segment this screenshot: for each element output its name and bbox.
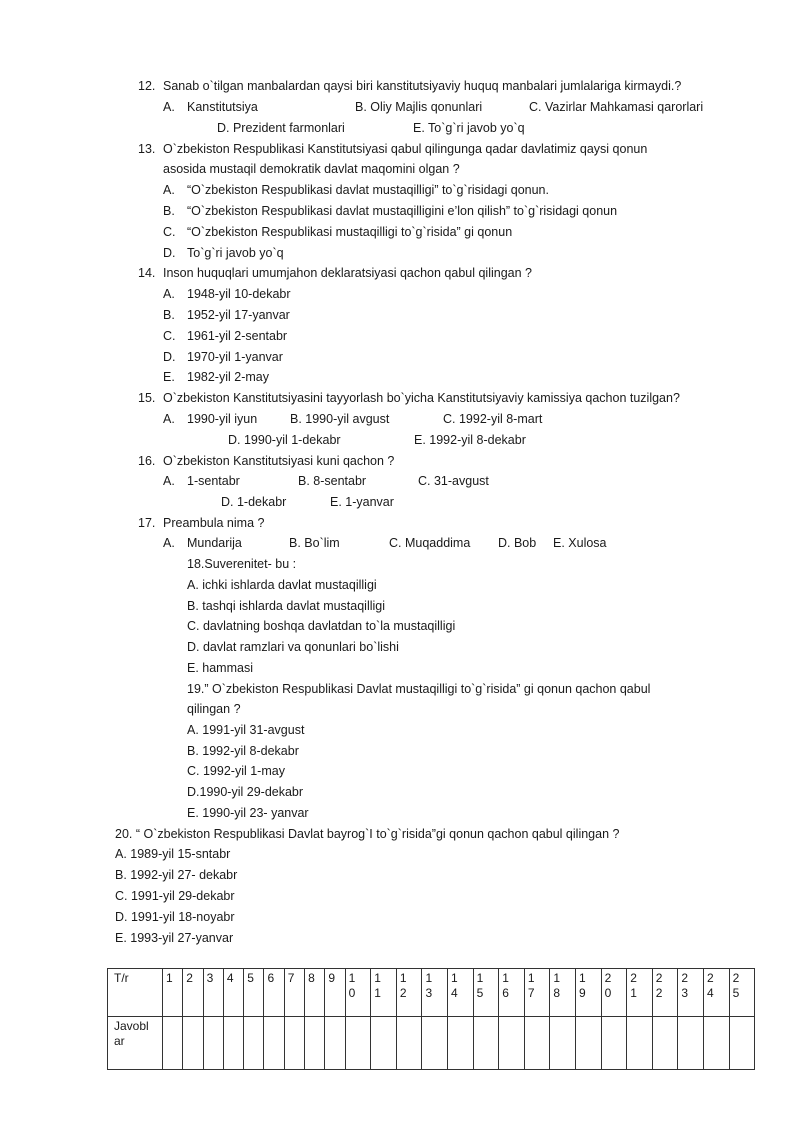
option-text: E. 1992-yil 8-dekabr bbox=[414, 433, 526, 447]
answer-number-cell bbox=[203, 969, 223, 1017]
answer-number-cell bbox=[448, 969, 474, 1017]
option-text: C. 31-avgust bbox=[418, 474, 489, 488]
answer-number-digit: 1 bbox=[425, 971, 433, 985]
answer-input-cell[interactable] bbox=[264, 1017, 284, 1070]
answer-table-header-row bbox=[108, 969, 755, 1017]
answer-input-cell[interactable] bbox=[499, 1017, 525, 1070]
answer-input-cell[interactable] bbox=[345, 1017, 371, 1070]
answer-input-cell[interactable] bbox=[576, 1017, 602, 1070]
answer-number-digit: 1 bbox=[502, 971, 509, 985]
option-letter: B. bbox=[163, 204, 175, 218]
answers-label-line: ar bbox=[114, 1034, 125, 1049]
answer-number-digit: 5 bbox=[476, 986, 484, 1000]
answer-number-cell bbox=[183, 969, 203, 1017]
option-text: 1970-yil 1-yanvar bbox=[187, 350, 283, 364]
option-text: B. 8-sentabr bbox=[298, 474, 367, 488]
option-text: D. davlat ramzlari va qonunlari bo`lishi bbox=[187, 640, 399, 654]
option-text: “O`zbekiston Respublikasi davlat mustaqilligini e’lon qilish” to`g`risidagi qonun bbox=[187, 204, 618, 218]
answer-number-digit: 7 bbox=[287, 971, 295, 985]
answer-number-digit: 0 bbox=[348, 986, 356, 1000]
option-text: B. 1992-yil 8-dekabr bbox=[187, 744, 299, 758]
option-letter: A. bbox=[163, 474, 175, 488]
answer-number-cell bbox=[305, 969, 325, 1017]
option-text: B. 1992-yil 27- dekabr bbox=[115, 868, 238, 882]
answer-number-digit: 1 bbox=[374, 986, 381, 1000]
answer-number-digit: 3 bbox=[206, 971, 214, 985]
answer-number-digit: 9 bbox=[328, 971, 336, 985]
question-text: asosida mustaqil demokratik davlat maqomini olgan ? bbox=[163, 162, 460, 176]
option-text: A. ichki ishlarda davlat mustaqilligi bbox=[187, 578, 377, 592]
answer-number-cell bbox=[601, 969, 627, 1017]
option-letter: A. bbox=[163, 536, 175, 550]
answer-number-digit: 2 bbox=[630, 971, 637, 985]
option-text: D. 1990-yil 1-dekabr bbox=[228, 433, 341, 447]
option-text: E. 1990-yil 23- yanvar bbox=[187, 806, 309, 820]
answers-label-line: Javobl bbox=[114, 1019, 149, 1034]
answer-input-cell[interactable] bbox=[371, 1017, 397, 1070]
question-text: O`zbekiston Kanstitutsiyasi kuni qachon ? bbox=[163, 454, 395, 468]
question-text: 20. “ O`zbekiston Respublikasi Davlat bayrog`I to`g`risida”gi qonun qachon qabul qilingan ? bbox=[115, 827, 620, 841]
answer-number-digit: 1 bbox=[527, 971, 535, 985]
answer-number-digit: 2 bbox=[655, 971, 663, 985]
answer-table-answers-row bbox=[108, 1017, 755, 1070]
answer-number-digit: 2 bbox=[604, 971, 612, 985]
answer-number-digit: 2 bbox=[399, 986, 407, 1000]
option-text: 1952-yil 17-yanvar bbox=[187, 308, 290, 322]
answer-number-digit: 7 bbox=[527, 986, 535, 1000]
option-text: C. 1992-yil 1-may bbox=[187, 764, 285, 778]
answer-number-digit: 5 bbox=[247, 971, 254, 985]
answer-number-digit: 4 bbox=[706, 986, 714, 1000]
option-text: B. Bo`lim bbox=[289, 536, 340, 550]
option-text: 1948-yil 10-dekabr bbox=[187, 287, 291, 301]
answer-input-cell[interactable] bbox=[703, 1017, 729, 1070]
option-letter: A. bbox=[163, 412, 175, 426]
option-letter: E. bbox=[163, 370, 175, 384]
option-text: 1-sentabr bbox=[187, 474, 240, 488]
answer-input-cell[interactable] bbox=[729, 1017, 755, 1070]
option-text: E. 1993-yil 27-yanvar bbox=[115, 931, 234, 945]
answer-number-digit: 3 bbox=[425, 986, 433, 1000]
answer-number-digit: 2 bbox=[732, 971, 740, 985]
option-text: B. Oliy Majlis qonunlari bbox=[355, 100, 483, 114]
option-text: D. 1-dekabr bbox=[221, 495, 287, 509]
answer-table-label-answers bbox=[108, 1017, 163, 1070]
option-letter: D. bbox=[163, 350, 176, 364]
option-letter: C. bbox=[163, 225, 176, 239]
question-text: O`zbekiston Respublikasi Kanstitutsiyasi qabul qilingunga qadar davlatimiz qaysi qonun bbox=[163, 142, 648, 156]
option-letter: B. bbox=[163, 308, 175, 322]
option-text: E. hammasi bbox=[187, 661, 253, 675]
answer-number-cell bbox=[163, 969, 183, 1017]
question-number: 13. bbox=[138, 142, 156, 156]
answer-number-digit: 4 bbox=[451, 986, 458, 1000]
answer-input-cell[interactable] bbox=[473, 1017, 499, 1070]
answer-number-digit: 8 bbox=[553, 986, 561, 1000]
answer-number-cell bbox=[473, 969, 499, 1017]
answer-number-cell bbox=[550, 969, 576, 1017]
question-number: 15. bbox=[138, 391, 156, 405]
answer-number-digit: 1 bbox=[399, 971, 407, 985]
option-text: 1982-yil 2-may bbox=[187, 370, 269, 384]
answer-number-cell bbox=[422, 969, 448, 1017]
answer-input-cell[interactable] bbox=[550, 1017, 576, 1070]
question-text: 19.” O`zbekiston Respublikasi Davlat mustaqilligi to`g`risida” gi qonun qachon qabul bbox=[187, 682, 651, 696]
question-text: 18.Suverenitet- bu : bbox=[187, 557, 297, 571]
option-text: 1990-yil iyun bbox=[187, 412, 258, 426]
option-text: To`g`ri javob yo`q bbox=[187, 246, 284, 260]
option-text: D. Prezident farmonlari bbox=[217, 121, 345, 135]
answer-number-cell bbox=[371, 969, 397, 1017]
answer-number-digit: 1 bbox=[476, 971, 484, 985]
option-text: Kanstitutsiya bbox=[187, 100, 258, 114]
option-text: C. 1992-yil 8-mart bbox=[443, 412, 543, 426]
answer-input-cell[interactable] bbox=[396, 1017, 422, 1070]
option-text: E. 1-yanvar bbox=[330, 495, 394, 509]
answer-number-cell bbox=[325, 969, 345, 1017]
answer-number-digit: 1 bbox=[374, 971, 381, 985]
option-letter: C. bbox=[163, 329, 176, 343]
answer-number-cell bbox=[499, 969, 525, 1017]
answer-input-cell[interactable] bbox=[524, 1017, 550, 1070]
answer-number-digit: 1 bbox=[630, 986, 637, 1000]
answer-number-cell bbox=[576, 969, 602, 1017]
option-text: “O`zbekiston Respublikasi davlat mustaqilligi” to`g`risidagi qonun. bbox=[187, 183, 549, 197]
answer-number-cell bbox=[223, 969, 243, 1017]
answer-number-digit: 8 bbox=[308, 971, 315, 985]
answer-input-cell[interactable] bbox=[223, 1017, 243, 1070]
option-text: D. Bob bbox=[498, 536, 537, 550]
option-text: B. tashqi ishlarda davlat mustaqilligi bbox=[187, 599, 386, 613]
question-text: Preambula nima ? bbox=[163, 516, 265, 530]
option-text: D. 1991-yil 18-noyabr bbox=[115, 910, 235, 924]
option-text: E. To`g`ri javob yo`q bbox=[413, 121, 525, 135]
question-number: 16. bbox=[138, 454, 156, 468]
answer-input-cell[interactable] bbox=[203, 1017, 223, 1070]
option-text: Mundarija bbox=[187, 536, 242, 550]
answer-number-cell bbox=[284, 969, 304, 1017]
answer-number-digit: 1 bbox=[579, 971, 586, 985]
answer-number-digit: 3 bbox=[681, 986, 689, 1000]
answer-number-cell bbox=[244, 969, 264, 1017]
option-letter: D. bbox=[163, 246, 176, 260]
answer-input-cell[interactable] bbox=[422, 1017, 448, 1070]
answer-number-cell bbox=[345, 969, 371, 1017]
option-text: “O`zbekiston Respublikasi mustaqilligi to`g`risida” gi qonun bbox=[187, 225, 513, 239]
answer-number-cell bbox=[264, 969, 284, 1017]
answer-number-cell bbox=[524, 969, 550, 1017]
answer-number-digit: 2 bbox=[186, 971, 193, 985]
answer-table bbox=[107, 968, 755, 1070]
answer-input-cell[interactable] bbox=[305, 1017, 325, 1070]
answer-input-cell[interactable] bbox=[183, 1017, 203, 1070]
answer-table-label-tr: T/r bbox=[108, 969, 163, 1017]
answer-number-digit: 0 bbox=[604, 986, 612, 1000]
question-text: O`zbekiston Kanstitutsiyasini tayyorlash bo`yicha Kanstitutsiyaviy kamissiya qachon tuzilgan? bbox=[163, 391, 680, 405]
answer-number-cell bbox=[729, 969, 755, 1017]
answer-number-digit: 4 bbox=[226, 971, 234, 985]
answer-number-digit: 1 bbox=[553, 971, 561, 985]
option-text: D.1990-yil 29-dekabr bbox=[187, 785, 304, 799]
option-text: E. Xulosa bbox=[553, 536, 607, 550]
answer-number-digit: 9 bbox=[579, 986, 586, 1000]
option-text: C. Vazirlar Mahkamasi qarorlari bbox=[529, 100, 704, 114]
option-text: C. 1991-yil 29-dekabr bbox=[115, 889, 235, 903]
answer-number-cell bbox=[652, 969, 678, 1017]
option-letter: A. bbox=[163, 183, 175, 197]
answer-input-cell[interactable] bbox=[678, 1017, 704, 1070]
answer-number-digit: 6 bbox=[502, 986, 509, 1000]
answer-number-digit: 1 bbox=[348, 971, 356, 985]
answer-input-cell[interactable] bbox=[627, 1017, 653, 1070]
answer-number-cell bbox=[678, 969, 704, 1017]
answer-number-digit: 1 bbox=[451, 971, 458, 985]
question-number: 17. bbox=[138, 516, 156, 530]
answer-input-cell[interactable] bbox=[601, 1017, 627, 1070]
answer-input-cell[interactable] bbox=[448, 1017, 474, 1070]
question-text: qilingan ? bbox=[187, 702, 241, 716]
answer-number-cell bbox=[703, 969, 729, 1017]
answer-number-digit: 1 bbox=[166, 971, 173, 985]
option-letter: A. bbox=[163, 287, 175, 301]
question-text: Inson huquqlari umumjahon deklaratsiyasi qachon qabul qilingan ? bbox=[163, 266, 532, 280]
answer-input-cell[interactable] bbox=[163, 1017, 183, 1070]
option-text: C. davlatning boshqa davlatdan to`la mustaqilligi bbox=[187, 619, 456, 633]
answer-number-digit: 2 bbox=[655, 986, 663, 1000]
question-number: 14. bbox=[138, 266, 156, 280]
answer-input-cell[interactable] bbox=[325, 1017, 345, 1070]
question-number: 12. bbox=[138, 79, 156, 93]
option-text: A. 1989-yil 15-sntabr bbox=[115, 847, 231, 861]
answer-number-digit: 6 bbox=[267, 971, 275, 985]
option-text: B. 1990-yil avgust bbox=[290, 412, 390, 426]
option-letter: A. bbox=[163, 100, 175, 114]
answer-number-digit: 5 bbox=[732, 986, 740, 1000]
option-text: 1961-yil 2-sentabr bbox=[187, 329, 288, 343]
answer-number-digit: 2 bbox=[706, 971, 714, 985]
answer-number-cell bbox=[627, 969, 653, 1017]
answer-input-cell[interactable] bbox=[652, 1017, 678, 1070]
answer-number-cell bbox=[396, 969, 422, 1017]
option-text: A. 1991-yil 31-avgust bbox=[187, 723, 305, 737]
answer-input-cell[interactable] bbox=[284, 1017, 304, 1070]
question-text: Sanab o`tilgan manbalardan qaysi biri kanstitutsiyaviy huquq manbalari jumlalariga kirmaydi.? bbox=[163, 79, 682, 93]
answer-input-cell[interactable] bbox=[244, 1017, 264, 1070]
option-text: C. Muqaddima bbox=[389, 536, 471, 550]
answer-number-digit: 2 bbox=[681, 971, 689, 985]
